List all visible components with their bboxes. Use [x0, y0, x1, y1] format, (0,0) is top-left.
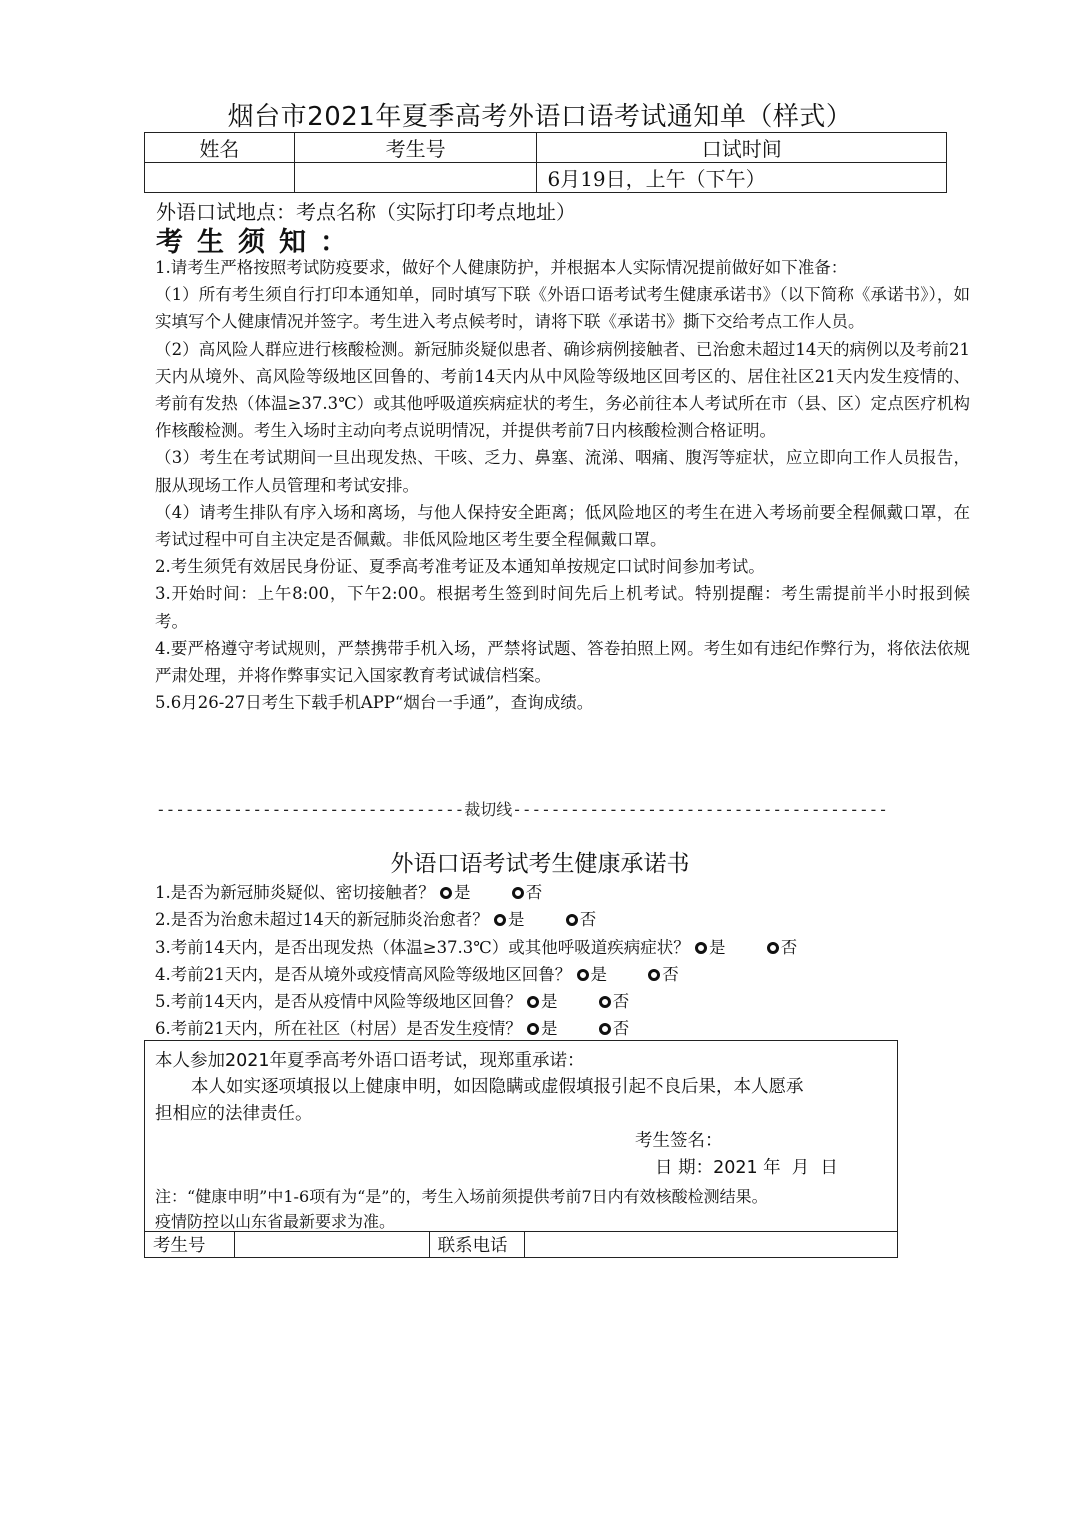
- option-yes-label: 是: [508, 910, 525, 929]
- pledge-box: [144, 1040, 898, 1258]
- question-text: 3.考前14天内，是否出现发热（体温≥37.3℃）或其他呼吸道疾病症状？: [155, 938, 690, 957]
- exam-number-field[interactable]: [234, 1232, 429, 1258]
- question-3: [155, 934, 797, 958]
- question-1: [155, 879, 542, 903]
- option-yes-label: 是: [590, 965, 607, 984]
- notice-paragraph-1-3: （3）考生在考试期间一旦出现发热、干咳、乏力、鼻塞、流涕、咽痛、腹泻等症状，应立即向工作人员报告，服从现场工作人员管理和考试安排。: [155, 448, 970, 495]
- cut-line: --------------------------------裁切线---------------------------------------: [156, 800, 888, 819]
- option-yes-label: 是: [709, 938, 726, 957]
- option-no-label: 否: [579, 910, 597, 929]
- notice-heading: 考生须知：: [156, 227, 361, 258]
- phone-label: 联系电话: [429, 1232, 524, 1258]
- option-yes-label: 是: [541, 1019, 558, 1038]
- option-yes-label: 是: [454, 883, 471, 902]
- exam-number-label: 考生号: [145, 1232, 235, 1258]
- question-5: [155, 988, 629, 1012]
- notice-body: [155, 254, 970, 716]
- notice-paragraph-2: 2.考生须凭有效居民身份证、夏季高考准考证及本通知单按规定口试时间参加考试。: [155, 557, 765, 577]
- radio-no-icon[interactable]: [767, 942, 779, 954]
- exam-info-table: [144, 132, 947, 193]
- date-label[interactable]: 日 期：2021 年 月 日: [655, 1158, 838, 1178]
- option-no-label: 否: [612, 1019, 630, 1038]
- radio-no-icon[interactable]: [648, 969, 660, 981]
- cell-name[interactable]: [145, 163, 295, 193]
- table-header-row: [145, 133, 947, 163]
- header-name: 姓名: [145, 133, 295, 163]
- option-yes-label: 是: [541, 992, 558, 1011]
- radio-no-icon[interactable]: [599, 996, 611, 1008]
- notice-paragraph-1-1: （1）所有考生须自行打印本通知单，同时填写下联《外语口语考试考生健康承诺书》（以下简称《承诺书》），如实填写个人健康情况并签字。考生进入考点候考时，请将下联《承诺书》撕下交给考点工作人员。: [155, 285, 970, 332]
- table-row: [145, 163, 947, 193]
- radio-no-icon[interactable]: [566, 914, 578, 926]
- radio-yes-icon[interactable]: [695, 942, 707, 954]
- question-text: 1.是否为新冠肺炎疑似、密切接触者？: [155, 883, 435, 902]
- radio-yes-icon[interactable]: [440, 887, 452, 899]
- table-row: [145, 1232, 898, 1258]
- pledge-line-2: 本人如实逐项填报以上健康申明，如因隐瞒或虚假填报引起不良后果，本人愿承: [191, 1077, 804, 1097]
- radio-yes-icon[interactable]: [527, 1023, 539, 1035]
- pledge-note-1: 注：“健康申明”中1-6项有为“是”的，考生入场前须提供考前7日内有效核酸检测结果。: [155, 1187, 768, 1206]
- option-no-label: 否: [662, 965, 679, 984]
- notice-paragraph-5: 5.6月26-27日考生下载手机APP“烟台一手通”，查询成绩。: [155, 693, 594, 713]
- notice-paragraph-1: 1.请考生严格按照考试防疫要求，做好个人健康防护，并根据本人实际情况提前做好如下准备：: [155, 258, 848, 277]
- pledge-note-2: 疫情防控以山东省最新要求为准。: [155, 1212, 396, 1231]
- cell-exam-number[interactable]: [294, 163, 537, 193]
- notice-paragraph-1-2: （2）高风险人群应进行核酸检测。新冠肺炎疑似患者、确诊病例接触者、已治愈未超过14天的病例以及考前21天内从境外、高风险等级地区回鲁的、考前14天内从中风险等级地区回考区的、居住社区21天内发生疫情的、考前有发热（体温≥37.3℃）或其他呼吸道疾病症状的考生，务必前往本人考试所在市（县、区）定点医疗机构作核酸检测。考生入场时主动向考点说明情况，并提供考前7日内核酸检测合格证明。: [155, 339, 970, 441]
- question-text: 2.是否为治愈未超过14天的新冠肺炎治愈者？: [155, 910, 489, 929]
- pledge-line-3: 担相应的法律责任。: [155, 1104, 313, 1124]
- option-no-label: 否: [612, 992, 630, 1011]
- exam-location: 外语口试地点：考点名称（实际打印考点地址）: [156, 200, 576, 224]
- radio-no-icon[interactable]: [599, 1023, 611, 1035]
- radio-yes-icon[interactable]: [577, 969, 589, 981]
- radio-yes-icon[interactable]: [494, 914, 506, 926]
- pledge-line-1: 本人参加2021年夏季高考外语口语考试，现郑重承诺：: [155, 1051, 585, 1071]
- question-text: 6.考前21天内，所在社区（村居）是否发生疫情？: [155, 1019, 522, 1038]
- radio-no-icon[interactable]: [512, 887, 524, 899]
- radio-yes-icon[interactable]: [527, 996, 539, 1008]
- option-no-label: 否: [780, 938, 798, 957]
- question-2: [155, 906, 596, 930]
- phone-field[interactable]: [524, 1232, 897, 1258]
- question-6: [155, 1015, 629, 1039]
- option-no-label: 否: [525, 883, 543, 902]
- health-pledge-title: 外语口语考试考生健康承诺书: [390, 851, 690, 877]
- signature-label[interactable]: 考生签名：: [635, 1131, 723, 1151]
- header-exam-number: 考生号: [294, 133, 537, 163]
- cell-oral-time: 6月19日，上午（下午）: [537, 163, 947, 193]
- question-text: 4.考前21天内，是否从境外或疫情高风险等级地区回鲁？: [155, 965, 572, 984]
- page-title: 烟台市2021年夏季高考外语口语考试通知单（样式）: [227, 102, 853, 132]
- contact-table: [144, 1231, 898, 1258]
- question-4: [155, 961, 679, 985]
- header-oral-time: 口试时间: [537, 133, 947, 163]
- notice-paragraph-1-4: （4）请考生排队有序入场和离场，与他人保持安全距离；低风险地区的考生在进入考场前要全程佩戴口罩，在考试过程中可自主决定是否佩戴。非低风险地区考生要全程佩戴口罩。: [155, 502, 970, 550]
- question-text: 5.考前14天内，是否从疫情中风险等级地区回鲁？: [155, 992, 522, 1011]
- notice-paragraph-4: 4.要严格遵守考试规则，严禁携带手机入场，严禁将试题、答卷拍照上网。考生如有违纪作弊行为，将依法依规严肃处理，并将作弊事实记入国家教育考试诚信档案。: [155, 638, 970, 686]
- notice-paragraph-3: 3.开始时间：上午8:00，下午2:00。根据考生签到时间先后上机考试。特别提醒：考生需提前半小时报到候考。: [155, 584, 970, 631]
